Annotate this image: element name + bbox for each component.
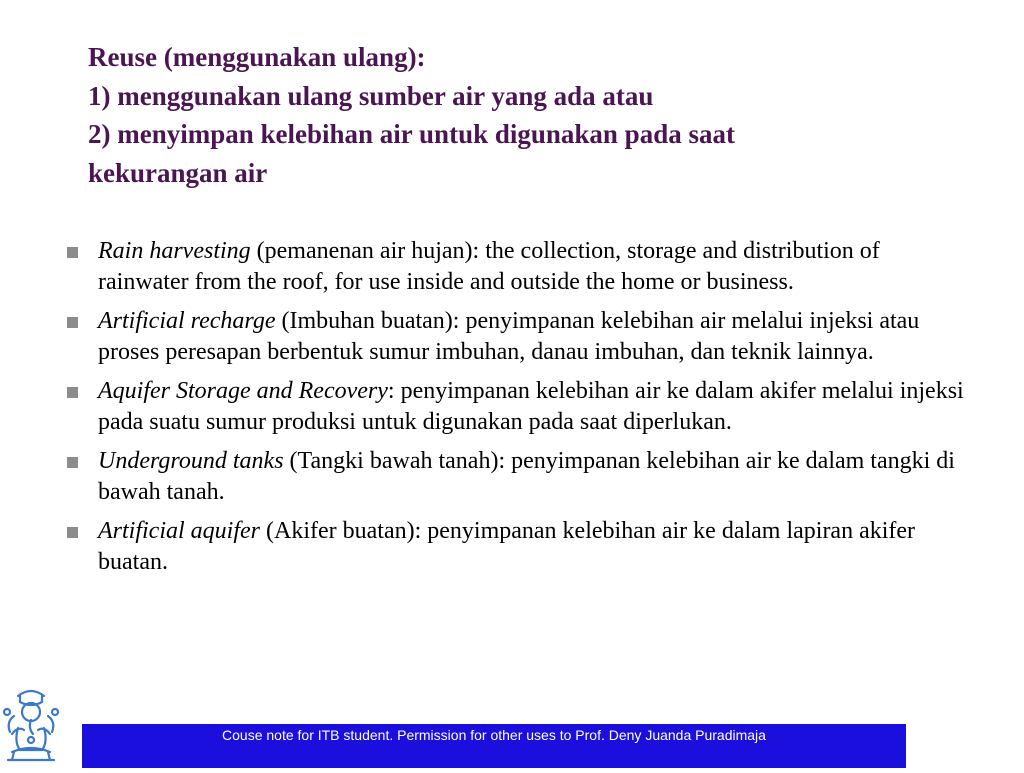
bullet-term: Artificial recharge <box>98 308 276 334</box>
itb-ganesha-logo-icon <box>0 682 62 768</box>
bullet-description: (Imbuhan buatan): penyimpanan kelebihan air melalui injeksi atau proses peresapan berbentuk sumur imbuhan, danau imbuhan, dan teknik lainnya. <box>98 308 920 365</box>
title-line: 2) menyimpan kelebihan air untuk digunakan pada saat <box>88 119 735 149</box>
bullet-term: Rain harvesting <box>98 238 251 264</box>
square-bullet-icon <box>67 527 78 538</box>
bullet-term: Aquifer Storage and Recovery <box>98 378 388 404</box>
bullet-term: Artificial aquifer <box>98 518 260 544</box>
bullet-term: Underground tanks <box>98 448 284 474</box>
bullet-list <box>66 236 966 586</box>
square-bullet-icon <box>67 247 78 258</box>
title-line: 1) menggunakan ulang sumber air yang ada atau <box>88 80 654 111</box>
bullet-description: (pemanenan air hujan): the collection, storage and distribution of rainwater from the roof, for use inside and outside the home or business. <box>98 238 880 295</box>
title-line: Reuse (menggunakan ulang): <box>88 42 426 72</box>
bullet-description: (Tangki bawah tanah): penyimpanan kelebihan air ke dalam tangki di bawah tanah. <box>98 448 955 505</box>
bullet-item-artificial-recharge <box>66 306 966 368</box>
footer-banner <box>82 724 906 768</box>
bullet-item-underground-tanks <box>66 446 966 508</box>
title-line: kekurangan air <box>88 157 268 188</box>
bullet-description: : penyimpanan kelebihan air ke dalam akifer melalui injeksi pada suatu sumur produksi untuk digunakan pada saat diperlukan. <box>98 378 964 435</box>
bullet-description: (Akifer buatan): penyimpanan kelebihan air ke dalam lapiran akifer buatan. <box>98 518 916 575</box>
square-bullet-icon <box>67 387 78 398</box>
bullet-item-aquifer-storage <box>66 376 966 438</box>
footer-note: Couse note for ITB student. Permission for other uses to Prof. Deny Juanda Puradimaja <box>222 727 766 743</box>
square-bullet-icon <box>67 317 78 328</box>
bullet-item-artificial-aquifer <box>66 516 966 578</box>
slide-title <box>88 38 988 192</box>
bullet-item-rain-harvesting <box>66 236 966 298</box>
square-bullet-icon <box>67 457 78 468</box>
